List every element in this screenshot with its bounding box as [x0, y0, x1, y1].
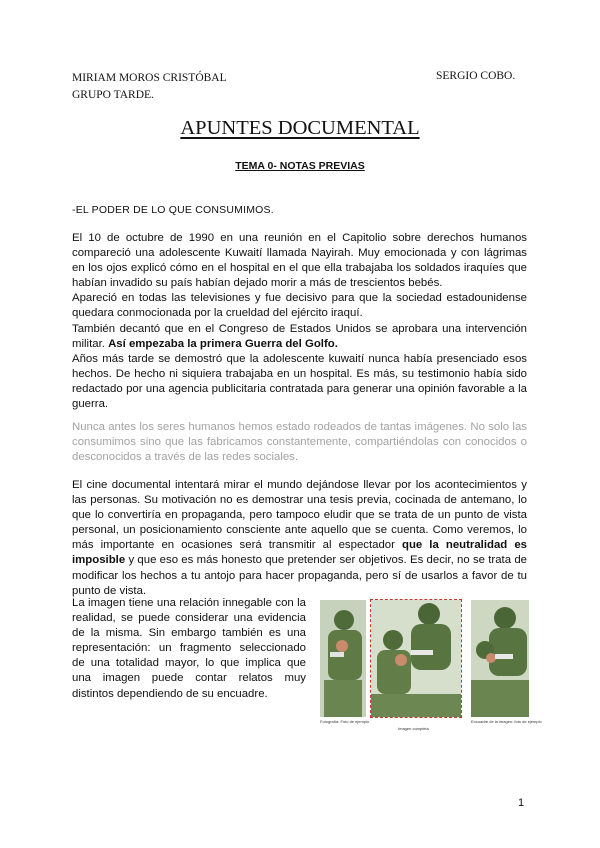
- document-subtitle: TEMA 0- NOTAS PREVIAS: [235, 160, 365, 172]
- author-name-left: MIRIAM MOROS CRISTÓBAL: [72, 72, 227, 84]
- page-number: 1: [518, 797, 525, 809]
- document-title: APUNTES DOCUMENTAL: [180, 117, 420, 139]
- paragraph-6-bold: que la neutralidad es imposible: [72, 539, 527, 567]
- framing-figure: [314, 600, 542, 732]
- body-block-1: [72, 231, 527, 412]
- section-heading: -EL PODER DE LO QUE CONSUMIMOS.: [72, 204, 274, 216]
- cropped-photo-right: [471, 600, 529, 717]
- paragraph-3-bold: Así empezaba la primera Guerra del Golfo.: [108, 337, 338, 350]
- caption-left: Fotografía: Foto de ejemplo: [320, 719, 370, 724]
- paragraph-6-text-a: El cine documental intentará mirar el mundo dejándose llevar por los acontecimientos y las personas. Su motivación no es demostrar una tesis previa, cocinada de antemano, lo que lo convertiría en propaganda, pero tampoco eludir que se trata de un punto de vista personal, un posicionamiento consciente ante aquello que se cuenta. Como veremos, lo más importante en ocasiones será transmitir al espectador: [72, 479, 527, 552]
- caption-center: Imagen completa: [398, 726, 429, 731]
- paragraph-3: [72, 322, 527, 352]
- author-name-right: SERGIO COBO.: [436, 70, 516, 82]
- paragraph-7: La imagen tiene una relación innegable con la realidad, se puede considerar una evidencia de la misma. Sin embargo también es una representación: un fragmento seleccionado de una totalidad mayor, lo que implica que una imagen puede contar relatos muy distintos dependiendo de su encuadre.: [72, 597, 306, 700]
- paragraph-1: El 10 de octubre de 1990 en una reunión en el Capitolio sobre derechos humanos compareció una adolescente Kuwaití llamada Nayirah. Muy emocionada y con lágrimas en los ojos explicó cómo en el hospital en el que ella trabajaba los soldados iraquíes que habían invadido su país habían dejado morir a más de trescientos bebés.: [72, 232, 527, 290]
- paragraph-6: [72, 478, 527, 599]
- paragraph-3-text: También decantó que en el Congreso de Estados Unidos se aprobara una intervención militar.: [72, 322, 527, 350]
- caption-right: Encuadre de la imagen: foto de ejemplo: [471, 719, 542, 724]
- paragraph-4: Años más tarde se demostró que la adolescente kuwaití nunca había presenciado esos hechos. De hecho ni siquiera trabajaba en un hospital. Es más, su testimonio había sido redactado por una agencia publicitaria contratada para generar una opinión favorable a la guerra.: [72, 352, 527, 411]
- full-photo-center: [371, 600, 461, 717]
- paragraph-2: Apareció en todas las televisiones y fue decisivo para que la sociedad estadounidense quedara conmocionada por la crueldad del ejército iraquí.: [72, 292, 527, 320]
- author-block: [72, 70, 227, 104]
- paragraph-5: Nunca antes los seres humanos hemos estado rodeados de tantas imágenes. No solo las consumimos sino que las fabricamos constantemente, compartiéndolas con conocidos o desconocidos a través de las redes sociales.: [72, 421, 527, 464]
- paragraph-6-text-b: y que eso es más honesto que pretender ser objetivos. Es decir, no se trata de modificar los hechos a tu antojo para hacer propaganda, pero sí de usarlos a favor de tu punto de vista.: [72, 554, 527, 597]
- cropped-photo-left: [320, 600, 366, 717]
- group-label: GRUPO TARDE.: [72, 89, 154, 101]
